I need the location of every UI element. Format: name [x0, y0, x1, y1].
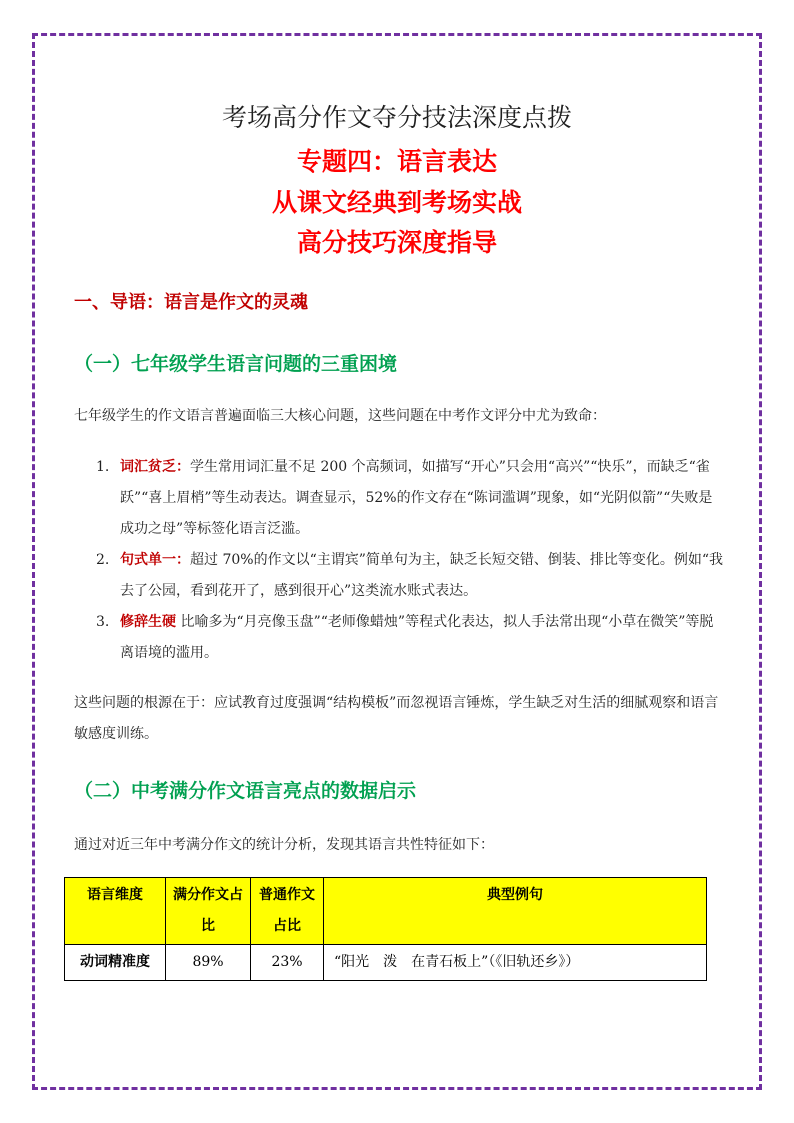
column-header: 满分作文占比: [166, 878, 251, 945]
list-text: 比喻多为“月亮像玉盘”“老师像蜡烛”等程式化表达，拟人手法常出现“小草在微笑”等脱离语境的滥用。: [120, 614, 714, 661]
topic-title: 专题四：语言表达: [296, 147, 497, 176]
table-cell: “阳光 泼 在青石板上”（《旧轨还乡》）: [324, 945, 707, 981]
list-number: 2.: [96, 552, 110, 568]
list-keyword: 词汇贫乏：: [120, 459, 190, 475]
table-cell: 23%: [251, 945, 324, 981]
list-text: 学生常用词汇量不足 200 个高频词，如描写“开心”只会用“高兴”“快乐”，而缺乏“雀跃”“喜上眉梢”等生动表达。调查显示，52%的作文存在“陈词滥调”现象，如“光阴似箭”“失败是成功之母”等标签化语言泛滥。: [120, 459, 713, 537]
list-item: [96, 607, 726, 669]
subtitle-2: 高分技巧深度指导: [296, 228, 497, 257]
column-header: 典型例句: [324, 878, 707, 945]
page-title: 考场高分作文夺分技法深度点拨: [221, 103, 572, 132]
conclusion-paragraph: 这些问题的根源在于：应试教育过度强调“结构模板”而忽视语言锤炼，学生缺乏对生活的细腻观察和语言敏感度训练。: [74, 695, 719, 742]
intro-paragraph: 七年级学生的作文语言普遍面临三大核心问题，这些问题在中考作文评分中尤为致命：: [74, 408, 606, 424]
list-text: 超过 70%的作文以“主谓宾”简单句为主，缺乏长短交错、倒装、排比等变化。例如“我去了公园，看到花开了，感到很开心”这类流水账式表达。: [120, 552, 724, 599]
subsection-heading-2: （二）中考满分作文语言亮点的数据启示: [74, 780, 417, 802]
list-item: [96, 545, 726, 607]
subtitle-1: 从课文经典到考场实战: [271, 188, 522, 217]
table-header-row: [65, 878, 707, 945]
list-number: 3.: [96, 614, 110, 630]
table-cell: 动词精准度: [65, 945, 166, 981]
problem-list: [96, 452, 726, 669]
list-number: 1.: [96, 459, 110, 475]
list-item: [96, 452, 726, 545]
list-keyword: 修辞生硬: [120, 614, 176, 630]
list-keyword: 句式单一：: [120, 552, 190, 568]
language-stats-table: [64, 877, 707, 981]
table-cell: 89%: [166, 945, 251, 981]
table-row: [65, 945, 707, 981]
column-header: 语言维度: [65, 878, 166, 945]
section-heading: 一、导语：语言是作文的灵魂: [74, 292, 308, 313]
subsection-heading-1: （一）七年级学生语言问题的三重困境: [74, 353, 398, 375]
column-header: 普通作文占比: [251, 878, 324, 945]
table-intro-paragraph: 通过对近三年中考满分作文的统计分析，发现其语言共性特征如下：: [74, 837, 494, 853]
